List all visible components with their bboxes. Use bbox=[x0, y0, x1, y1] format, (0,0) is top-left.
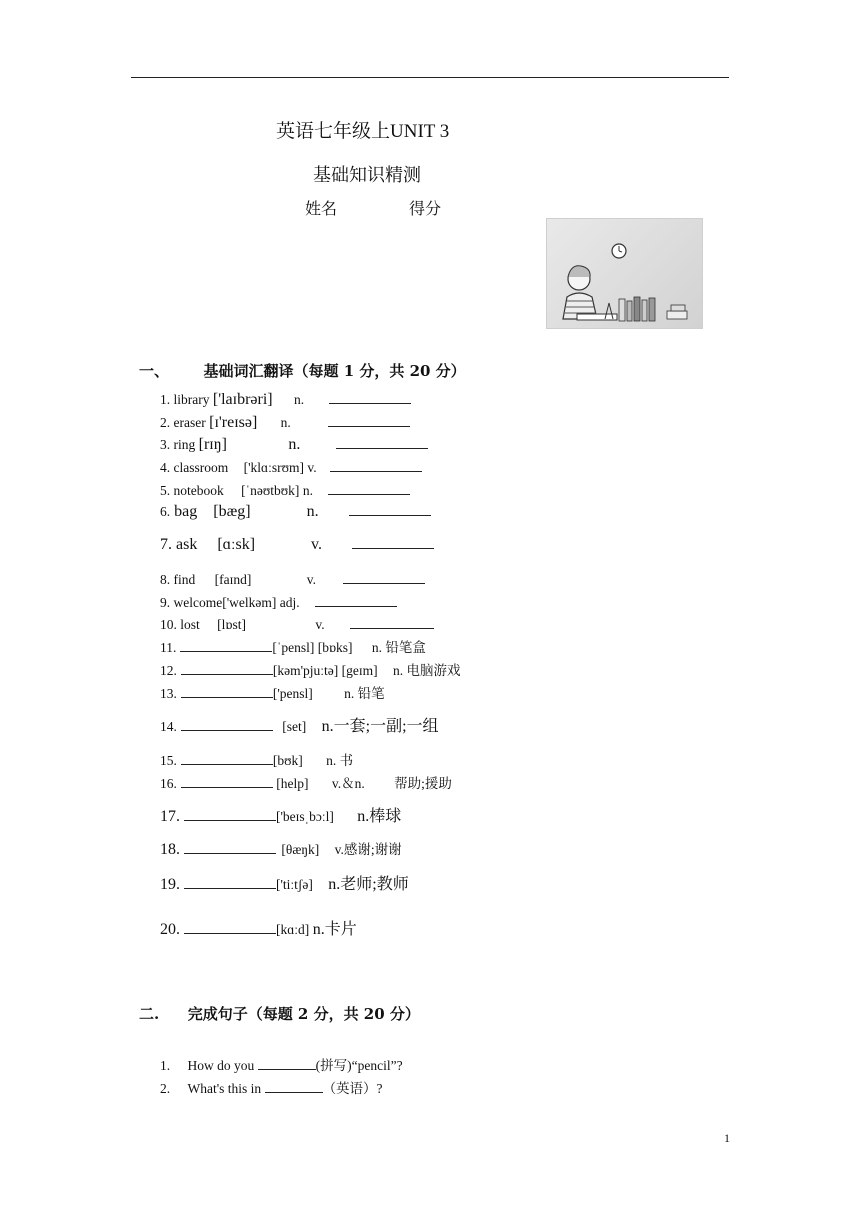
item-pron: ['klɑːsrʊm] bbox=[243, 460, 305, 475]
item-meaning: 卡片 bbox=[324, 921, 357, 938]
item-pron: [kəm'pjuːtə] [geɪm] bbox=[272, 663, 378, 678]
item-number: 20. bbox=[160, 921, 180, 938]
section2-number: 二. bbox=[139, 1005, 160, 1023]
answer-blank[interactable] bbox=[336, 434, 428, 449]
item-meaning: 老师;教师 bbox=[340, 876, 409, 893]
item-pos: v. bbox=[307, 460, 317, 475]
answer-blank[interactable] bbox=[329, 389, 411, 404]
item-word: ring bbox=[173, 437, 196, 452]
item-number: 16. bbox=[160, 776, 177, 791]
item-pron: [bʊk] bbox=[272, 753, 303, 768]
section1-heading: 基础词汇翻译（每题 1 分，共 20 分） bbox=[203, 362, 466, 380]
sentence-after: （英语）? bbox=[322, 1081, 383, 1096]
item-pos: n. bbox=[393, 663, 404, 678]
answer-blank[interactable] bbox=[343, 569, 425, 584]
answer-blank[interactable] bbox=[350, 614, 434, 629]
answer-blank[interactable] bbox=[328, 480, 410, 495]
section2-heading-row bbox=[139, 1003, 420, 1024]
list-item bbox=[160, 569, 425, 588]
list-item bbox=[160, 803, 401, 826]
item-pron: [kɑːd] bbox=[276, 922, 310, 937]
item-number: 6. bbox=[160, 504, 171, 519]
item-pos: v.＆n. bbox=[331, 776, 365, 791]
answer-blank[interactable] bbox=[184, 874, 276, 889]
answer-blank[interactable] bbox=[181, 660, 273, 675]
item-pos: n. bbox=[288, 436, 301, 453]
item-number: 5. bbox=[160, 483, 171, 498]
header-rule bbox=[131, 77, 729, 78]
item-number: 13. bbox=[160, 686, 177, 701]
item-word: find bbox=[173, 572, 196, 587]
answer-blank[interactable] bbox=[184, 839, 276, 854]
item-number: 3. bbox=[160, 437, 171, 452]
sentence-before: How do you bbox=[187, 1058, 255, 1073]
item-meaning: 一套;一副;一组 bbox=[333, 718, 439, 735]
answer-blank[interactable] bbox=[180, 637, 272, 652]
list-item bbox=[160, 389, 411, 409]
section2-heading: 完成句子（每题 2 分，共 20 分） bbox=[187, 1005, 420, 1023]
item-pron: [ˈnəʊtbʊk] bbox=[241, 483, 300, 498]
item-pos: n. bbox=[302, 483, 313, 498]
boy-reading-illustration bbox=[546, 218, 703, 329]
item-pron: ['laɪbrəri] bbox=[212, 391, 273, 408]
item-pos: n. bbox=[293, 392, 305, 407]
item-pron: [bæg] bbox=[213, 503, 251, 520]
item-number: 8. bbox=[160, 572, 171, 587]
sentence-after: (拼写)“pencil”? bbox=[315, 1058, 403, 1073]
item-meaning: 铅笔盒 bbox=[385, 640, 426, 655]
answer-blank[interactable] bbox=[181, 683, 273, 698]
list-item bbox=[160, 592, 397, 611]
item-word: classroom bbox=[173, 460, 229, 475]
list-item bbox=[160, 749, 353, 769]
list-item bbox=[160, 659, 461, 679]
item-meaning: 电脑游戏 bbox=[406, 663, 461, 678]
item-pron: [set] bbox=[282, 719, 307, 734]
answer-blank[interactable] bbox=[181, 716, 273, 731]
sentence-item bbox=[160, 1054, 403, 1074]
section1-number: 一、 bbox=[139, 362, 170, 380]
item-pos: n. bbox=[306, 503, 319, 520]
item-pron: ['welkəm] bbox=[222, 595, 277, 610]
score-label: 得分 bbox=[409, 201, 442, 218]
item-number: 18. bbox=[160, 841, 180, 858]
item-meaning: 铅笔 bbox=[357, 686, 385, 701]
list-item bbox=[160, 871, 409, 894]
item-pos: v. bbox=[315, 617, 325, 632]
list-item bbox=[160, 916, 357, 939]
item-pron: ['beɪsˌbɔːl] bbox=[276, 809, 334, 824]
answer-blank[interactable] bbox=[315, 592, 397, 607]
list-item bbox=[160, 772, 452, 792]
answer-blank[interactable] bbox=[184, 806, 276, 821]
page-title: 英语七年级上UNIT 3 bbox=[276, 121, 450, 142]
item-pos: v. bbox=[306, 572, 316, 587]
answer-blank[interactable] bbox=[352, 534, 434, 549]
item-word: library bbox=[173, 392, 210, 407]
item-number: 1. bbox=[160, 392, 171, 407]
item-number: 14. bbox=[160, 719, 177, 734]
item-number: 1. bbox=[160, 1058, 171, 1073]
item-meaning: 感谢;谢谢 bbox=[343, 842, 402, 857]
item-word: notebook bbox=[173, 483, 224, 498]
item-number: 4. bbox=[160, 460, 171, 475]
page-subtitle: 基础知识精测 bbox=[313, 165, 421, 185]
item-number: 12. bbox=[160, 663, 177, 678]
item-pron: ['tiːtʃə] bbox=[276, 877, 313, 892]
item-pron: [lɒst] bbox=[217, 617, 246, 632]
answer-blank[interactable] bbox=[184, 919, 276, 934]
answer-blank[interactable] bbox=[330, 457, 422, 472]
item-pos: n. bbox=[321, 718, 334, 735]
item-pos: n. bbox=[357, 808, 370, 825]
item-word: welcome bbox=[173, 595, 223, 610]
item-number: 2. bbox=[160, 415, 171, 430]
item-word: bag bbox=[174, 503, 198, 520]
item-number: 7. bbox=[160, 536, 172, 553]
list-item bbox=[160, 614, 434, 633]
item-number: 10. bbox=[160, 617, 177, 632]
item-number: 15. bbox=[160, 753, 177, 768]
item-pron: ['pensl] bbox=[272, 686, 313, 701]
item-meaning: 帮助;援助 bbox=[394, 776, 452, 791]
list-item bbox=[160, 534, 434, 554]
item-pos: n. bbox=[328, 876, 341, 893]
item-word: lost bbox=[180, 617, 200, 632]
list-item bbox=[160, 713, 439, 736]
item-pos: n. bbox=[280, 415, 291, 430]
answer-blank[interactable] bbox=[181, 773, 273, 788]
item-pron: [ˈpensl] [bɒks] bbox=[272, 640, 353, 655]
list-item bbox=[160, 501, 431, 521]
list-item bbox=[160, 434, 428, 454]
item-pron: [θæŋk] bbox=[281, 842, 320, 857]
answer-blank[interactable] bbox=[258, 1055, 316, 1070]
item-pron: [ɑːsk] bbox=[217, 536, 256, 553]
item-number: 17. bbox=[160, 808, 180, 825]
name-label: 姓名 bbox=[305, 201, 338, 218]
item-meaning: 书 bbox=[339, 753, 354, 768]
item-number: 19. bbox=[160, 876, 180, 893]
page-number: 1 bbox=[724, 1131, 730, 1145]
item-word: ask bbox=[176, 536, 198, 553]
item-pos: n. bbox=[344, 686, 355, 701]
item-number: 11. bbox=[160, 640, 177, 655]
list-item bbox=[160, 480, 410, 499]
item-pos: n. bbox=[371, 640, 383, 655]
list-item bbox=[160, 636, 426, 656]
answer-blank[interactable] bbox=[265, 1078, 323, 1093]
answer-blank[interactable] bbox=[181, 750, 273, 765]
item-pron: [faɪnd] bbox=[214, 572, 252, 587]
list-item bbox=[160, 412, 410, 432]
list-item bbox=[160, 682, 385, 702]
item-pos: n. bbox=[326, 753, 337, 768]
item-number: 9. bbox=[160, 595, 171, 610]
item-pron: [rɪŋ] bbox=[198, 436, 227, 453]
item-word: eraser bbox=[173, 415, 206, 430]
item-pos: adj. bbox=[279, 595, 300, 610]
answer-blank[interactable] bbox=[328, 412, 410, 427]
answer-blank[interactable] bbox=[349, 501, 431, 516]
item-pos: v. bbox=[311, 536, 322, 553]
item-pron: [ɪ'reɪsə] bbox=[209, 414, 258, 431]
item-pron: [help] bbox=[276, 776, 309, 791]
list-item bbox=[160, 457, 422, 476]
item-number: 2. bbox=[160, 1081, 171, 1096]
sentence-item bbox=[160, 1077, 383, 1097]
list-item bbox=[160, 838, 402, 859]
item-meaning: 棒球 bbox=[369, 808, 402, 825]
item-pos: n. bbox=[312, 921, 325, 938]
sentence-before: What's this in bbox=[187, 1081, 262, 1096]
section1-heading-row bbox=[139, 360, 466, 381]
item-pos: v. bbox=[334, 842, 344, 857]
